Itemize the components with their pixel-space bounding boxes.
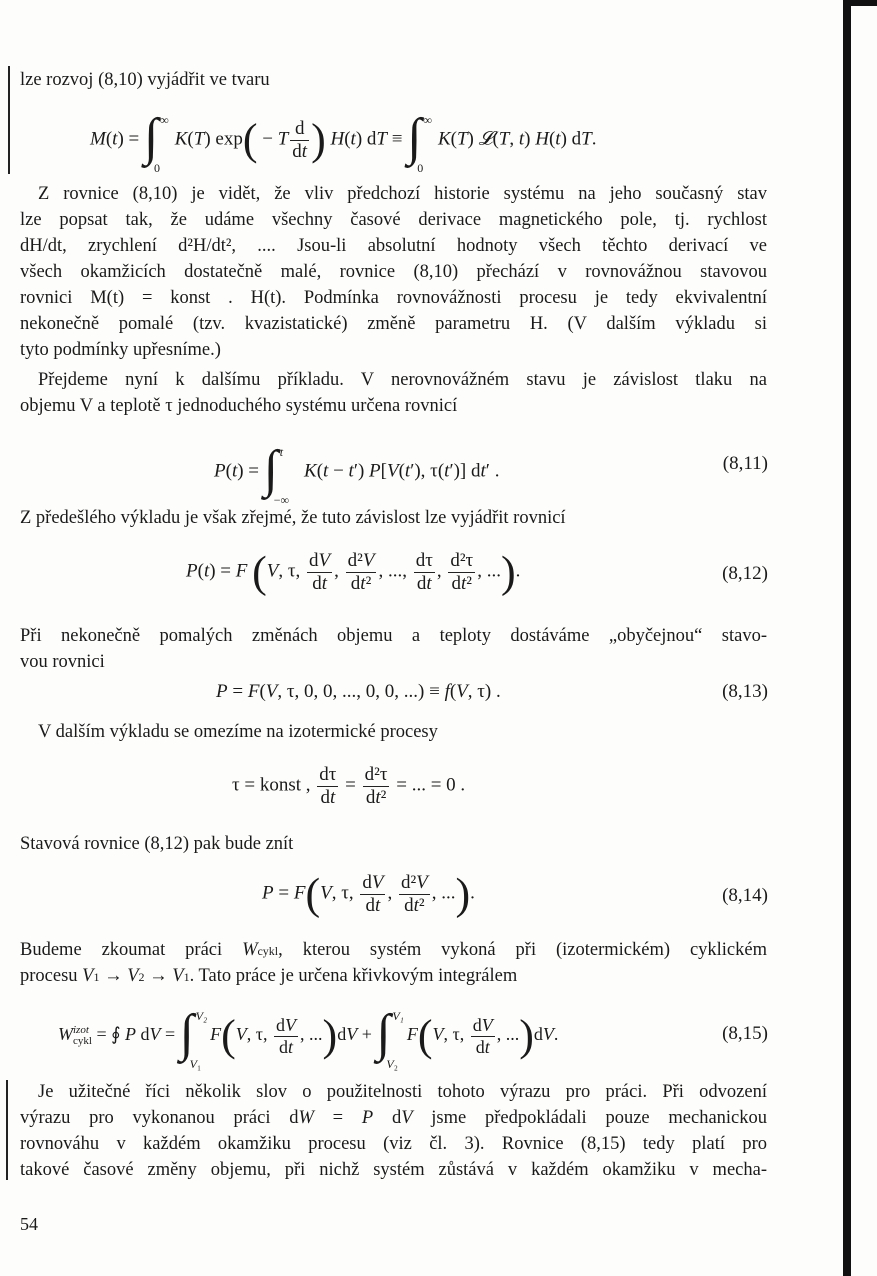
text-line: V dalším výkladu se omezíme na izotermické procesy [38, 722, 438, 742]
text-line: Stavová rovnice (8,12) pak bude znít [20, 834, 294, 854]
margin-bar-bottom [6, 1080, 8, 1180]
text-line: Z rovnice (8,10) je vidět, že vliv předchozí historie systému na jeho současný stav [38, 184, 767, 204]
text-line: rovnici M(t) = konst . H(t). Podmínka rovnovážnosti procesu je tedy ekvivalentní [20, 288, 767, 308]
page-number: 54 [20, 1214, 38, 1234]
text-line: tyto podmínky upřesníme.) [20, 340, 221, 360]
text-line: rovnováhu v každém okamžiku procesu (viz čl. 3). Rovnice (8,15) tedy platí pro [20, 1134, 767, 1154]
text-line: procesu V1 → V2 → V1. Tato práce je určena křivkovým integrálem [20, 966, 518, 986]
text-line: objemu V a teplotě τ jednoduchého systému určena rovnicí [20, 396, 458, 416]
equation-number: (8,12) [722, 563, 768, 584]
scan-edge-right [843, 0, 851, 1276]
equation-8-15: Wizot cykl = ∮ P dV = ∫ V₂ V₁ F(V, τ, $\frac{dV}{dt}$ , ...)dV + ∫ V₁ V₂ F(V, τ, $\frac{dV}{dt}$ , ...)dV. [58, 1005, 559, 1071]
equation-8-14: P = F(V, τ, $\frac{dV}{dt}$ , $\frac{\text{d²V}}{\text{dt²}}$ , ...). [262, 869, 475, 919]
text-line: Je užitečné říci několik slov o použitelnosti tohoto výrazu pro práci. Při odvození [38, 1082, 767, 1102]
text-line: Při nekonečně pomalých změnách objemu a teploty dostáváme „obyčejnou“ stavo- [20, 626, 767, 646]
margin-bar-top [8, 66, 10, 174]
equation-number: (8,14) [722, 885, 768, 906]
text-line: nekonečně pomalé (tzv. kvazistatické) změně parametru H. (V dalším výkladu si [20, 314, 767, 334]
text-line: vou rovnici [20, 652, 105, 672]
text-line: výrazu pro vykonanou práci dW = P dV jsme předpokládali pouze mechanickou [20, 1108, 768, 1128]
equation-number: (8,11) [722, 453, 768, 474]
text-line: takové časové změny objemu, při nichž systém zůstává v každém okamžiku v mecha- [20, 1160, 767, 1180]
equation-isothermal: τ = konst , $\frac{d\tau}{dt}$ = $\frac{\text{d²τ}}{\text{dt²}}$ = ... = 0 . [232, 764, 466, 808]
text-line: lze popsat tak, že udáme všechny časové derivace magnetického pole, tj. rychlost [20, 210, 767, 230]
equation-number: (8,15) [722, 1023, 768, 1044]
equation-8-10: M(t) = ∫ ∞ 0 K(T) exp( − T $\frac{d}{dt}$ ) H(t) dT ≡ ∫ ∞ 0 K(T) 𝓛(T, t) H(t) dT. [90, 109, 597, 175]
equation-8-11: P(t) = ∫ t −∞ K(t − t′) P[V(t′), τ(t′)] dt′ . [214, 441, 500, 507]
equation-number: (8,13) [722, 681, 768, 702]
text-line: všech okamžicích dostatečně malé, rovnice (8,10) přechází v rovnovážnou stavovou [20, 262, 767, 282]
text-line: lze rozvoj (8,10) vyjádřit ve tvaru [20, 70, 270, 90]
text-line: Přejdeme nyní k dalšímu příkladu. V nerovnovážném stavu je závislost tlaku na [38, 370, 767, 390]
text-line: dH/dt, zrychlení d²H/dt², .... Jsou-li absolutní hodnoty všech těchto derivací ve [20, 236, 767, 256]
text-line: Z předešlého výkladu je však zřejmé, že tuto závislost lze vyjádřit rovnicí [20, 508, 566, 528]
equation-8-13: P = F(V, τ, 0, 0, ..., 0, 0, ...) ≡ f(V, τ) . [216, 681, 501, 702]
text-line: Budeme zkoumat práci Wcykl, kterou systém vykoná při (izotermickém) cyklickém [20, 940, 767, 960]
equation-8-12: P(t) = F (V, τ, $\frac{dV}{dt}$ , $\frac{\text{d²V}}{\text{dt²}}$ , ..., $\frac{d\tau}{dt}$ , $\frac{\text{d²τ}}{\text{dt²}}$ , ...). [186, 547, 521, 597]
